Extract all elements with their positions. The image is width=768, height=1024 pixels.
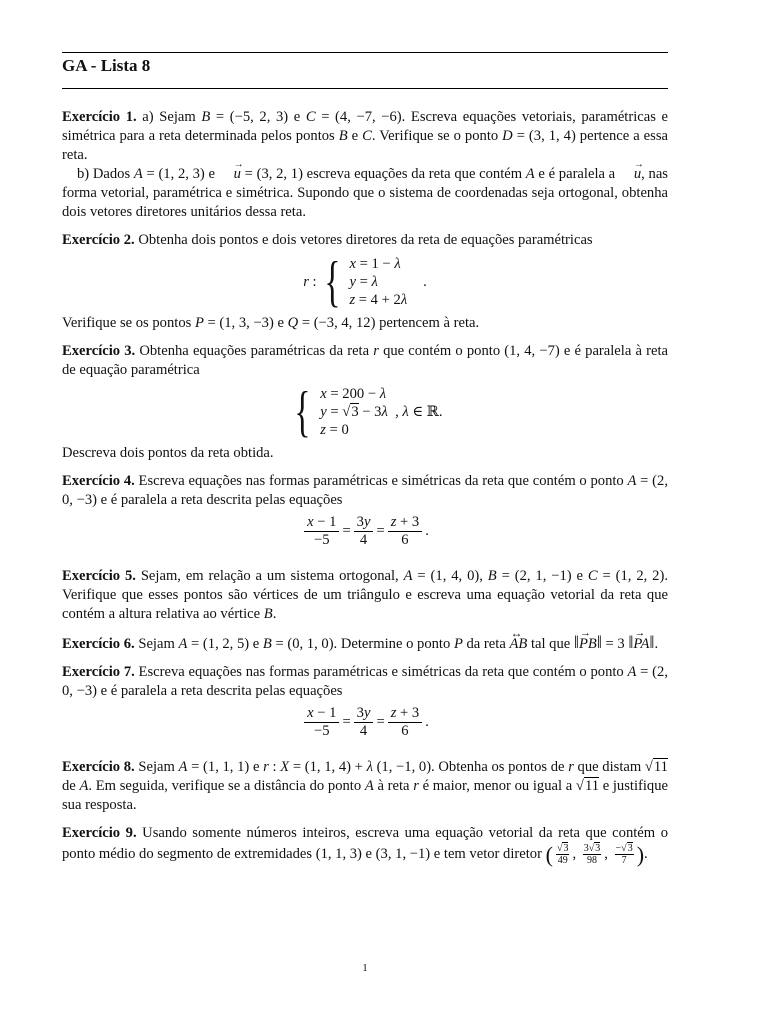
exercise-label: Exercício 5. [62,568,136,584]
exercise-5: Exercício 5. Sejam, em relação a um sistema ortogonal, A = (1, 4, 0), B = (2, 1, −1) e C = (1, 2, 2). Verifique que esses pontos são vértices de um triângulo e escreva uma equação vetorial da reta que contém a altura relativa ao vértice B. [62,568,668,622]
page-number: 1 [362,962,368,974]
exercise-1: Exercício 1. a) Sejam B = (−5, 2, 3) e C = (4, −7, −6). Escreva equações vetoriais, paramétricas e simétrica para a reta determinada pelos pontos B e C. Verifique se o ponto D = (3, 1, 4) pertence a essa reta. b) Dados A = (1, 2, 3) e → u = (3, 2, 1) escreva equações da reta que contém A e é paralela a → u, nas forma vetorial, paramétrica e simétrica. Supondo que o sistema de coordenadas seja ortogonal, obtenha dois vetores diretores unitários dessa reta. [62,108,668,222]
exercise-label: Exercício 3. [62,343,136,359]
symmetric-equation: $\frac{x - 1}{-5}$ = $\frac{3y}{4}$ = $\frac{z + 3}{6}$ . [62,514,668,549]
exercise-7: Exercício 7. Escreva equações nas formas paramétricas e simétricas da reta que contém o ponto A = (2, 0, −3) e é paralela a reta descrita pelas equações $\frac{x - 1}{-5}$ = $\frac{3y}{4}$ = $\frac{z + 3}{6}$ . [62,664,668,739]
exercise-label: Exercício 8. [62,759,135,775]
equation-system: r : { x = 1 − λ y = λ z = 4 + 2λ . [303,251,427,313]
exercise-3: Exercício 3. Obtenha equações paramétricas da reta r que contém o ponto (1, 4, −7) e é paralela à reta de equação paramétrica { x = 200 − λ y = √3 − 3λ , λ ∈ ℝ. z = 0 Descreva dois pontos da reta obtida. [62,343,668,461]
header-rule-bottom [62,88,668,89]
exercise-2: Exercício 2. Obtenha dois pontos e dois vetores diretores da reta de equações paramétricas r : { x = 1 − λ y = λ z = 4 + 2λ . Verifique se os pontos P = (1, 3, −3) e Q = (−3, 4, 12) pertencem à reta. [62,231,668,333]
exercise-label: Exercício 6. [62,636,135,652]
exercise-label: Exercício 9. [62,825,137,841]
exercise-4: Exercício 4. Escreva equações nas formas paramétricas e simétricas da reta que contém o ponto A = (2, 0, −3) e é paralela a reta descrita pelas equações $\frac{x - 1}{-5}$ = $\frac{3y}{4}$ = $\frac{z + 3}{6}$ . [62,473,668,548]
exercise-6: Exercício 6. Sejam A = (1, 2, 5) e B = (0, 1, 0). Determine o ponto P da reta ↔ AB tal que ‖→ PB‖ = 3 ‖→ PA‖. [62,633,668,654]
exercise-label: Exercício 1. [62,109,137,125]
header-rule-top [62,52,668,53]
exercise-label: Exercício 7. [62,664,135,680]
exercise-label: Exercício 4. [62,473,135,489]
equation-system: { x = 200 − λ y = √3 − 3λ , λ ∈ ℝ. z = 0 [294,381,443,443]
page-title: GA - Lista 8 [62,56,151,75]
exercise-8: Exercício 8. Sejam A = (1, 1, 1) e r : X = (1, 1, 4) + λ (1, −1, 0). Obtenha os pontos de r que distam √11 de A. Em seguida, verifique se a distância do ponto A à reta r é maior, menor ou igual a √11 e justifique sua resposta. [62,759,668,813]
exercise-list [62,108,668,875]
exercise-label: Exercício 2. [62,232,135,248]
symmetric-equation: $\frac{x - 1}{-5}$ = $\frac{3y}{4}$ = $\frac{z + 3}{6}$ . [62,705,668,740]
exercise-9: Exercício 9. Usando somente números inteiros, escreva uma equação vetorial da reta que contém o ponto médio do segmento de extremidades (1, 1, 3) e (3, 1, −1) e tem vetor diretor ( $\frac{√3}{49}$ , $\frac{3√3}{98}$ , $\frac{-√3}{7}$ ). [62,825,668,867]
